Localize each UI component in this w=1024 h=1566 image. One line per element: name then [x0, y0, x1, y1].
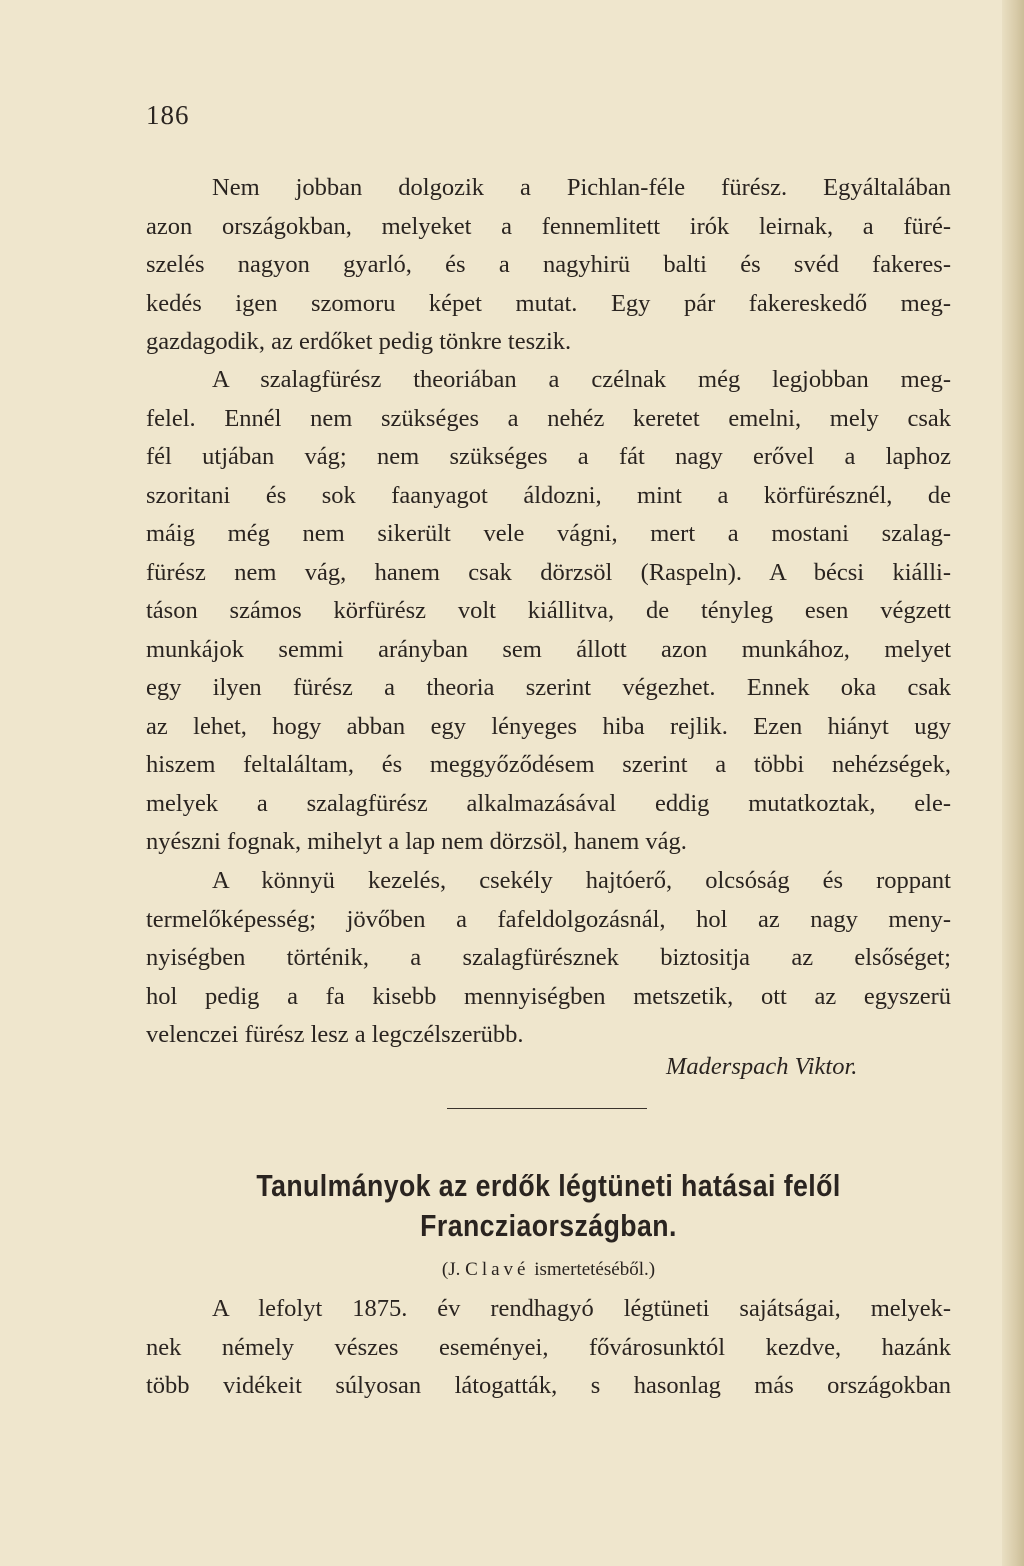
text-line: A szalagfürész theoriában a czélnak még legjobban meg-	[212, 366, 951, 393]
text-line: nyészni fognak, mihelyt a lap nem dörzsöl, hanem vág.	[146, 828, 687, 855]
text-line: hol pedig a fa kisebb mennyiségben metszetik, ott az egyszerü	[146, 982, 951, 1010]
text-line: nek némely vészes eseményei, fővárosunktól kezdve, hazánk	[146, 1333, 951, 1361]
paragraph-3	[146, 862, 951, 1055]
article-title-line-1: Tanulmányok az erdők légtüneti hatásai felől	[256, 1168, 841, 1203]
text-line: munkájok semmi arányban sem állott azon munkához, melyet	[146, 635, 951, 663]
text-line: az lehet, hogy abban egy lényeges hiba rejlik. Ezen hiányt ugy	[146, 712, 951, 740]
source-rest: ismertetéséből.)	[529, 1259, 656, 1280]
text-line: hiszem feltaláltam, és meggyőződésem szerint a többi nehézségek,	[146, 751, 951, 778]
text-line: Nem jobban dolgozik a Pichlan-féle fürész. Egyáltalában	[212, 174, 951, 201]
text-line: egy ilyen fürész a theoria szerint végezhet. Ennek oka csak	[146, 674, 951, 701]
page-edge	[1002, 0, 1024, 1566]
text-line: szelés nagyon gyarló, és a nagyhirü balti és svéd fakeres-	[146, 251, 951, 278]
text-line: táson számos körfürész volt kiállitva, de tényleg esen végzett	[146, 597, 951, 624]
paragraph-4	[146, 1290, 951, 1406]
paragraph-2	[146, 361, 951, 862]
source-open: (J.	[441, 1259, 466, 1280]
text-line: gazdagodik, az erdőket pedig tönkre teszik.	[146, 328, 572, 355]
text-line: máig még nem sikerült vele vágni, mert a mostani szalag-	[146, 520, 951, 547]
source-author: Clavé	[465, 1259, 530, 1280]
text-line: melyek a szalagfürész alkalmazásával eddig mutatkoztak, ele-	[146, 789, 951, 817]
text-line: velenczei fürész lesz a legczélszerübb.	[146, 1021, 524, 1048]
page-number: 186	[146, 100, 190, 130]
text-line: termelőképesség; jövőben a fafeldolgozásnál, hol az nagy meny-	[146, 905, 951, 933]
text-line: több vidékeit súlyosan látogatták, s hasonlag más országokban	[146, 1372, 951, 1399]
article-title-line-2: Francziaországban.	[420, 1208, 677, 1243]
text-line: nyiségben történik, a szalagfürésznek biztositja az elsőséget;	[146, 944, 951, 971]
text-line: kedés igen szomoru képet mutat. Egy pár fakereskedő meg-	[146, 289, 951, 317]
text-line: A könnyü kezelés, csekély hajtóerő, olcsóság és roppant	[212, 867, 951, 894]
text-line: fürész nem vág, hanem csak dörzsöl (Raspeln). A bécsi kiálli-	[146, 558, 951, 586]
section-divider	[447, 1108, 647, 1109]
article-source-note	[146, 1259, 951, 1281]
paragraph-1	[146, 169, 951, 362]
text-line: szoritani és sok faanyagot áldozni, mint a körfürésznél, de	[146, 481, 951, 509]
text-line: A lefolyt 1875. év rendhagyó légtüneti sajátságai, melyek-	[212, 1295, 951, 1322]
text-line: azon országokban, melyeket a fennemlitett irók leirnak, a füré-	[146, 212, 951, 240]
text-line: felel. Ennél nem szükséges a nehéz keretet emelni, mely csak	[146, 404, 951, 432]
author-signature: Maderspach Viktor.	[666, 1053, 858, 1080]
text-line: fél utjában vág; nem szükséges a fát nagy erővel a laphoz	[146, 443, 951, 470]
